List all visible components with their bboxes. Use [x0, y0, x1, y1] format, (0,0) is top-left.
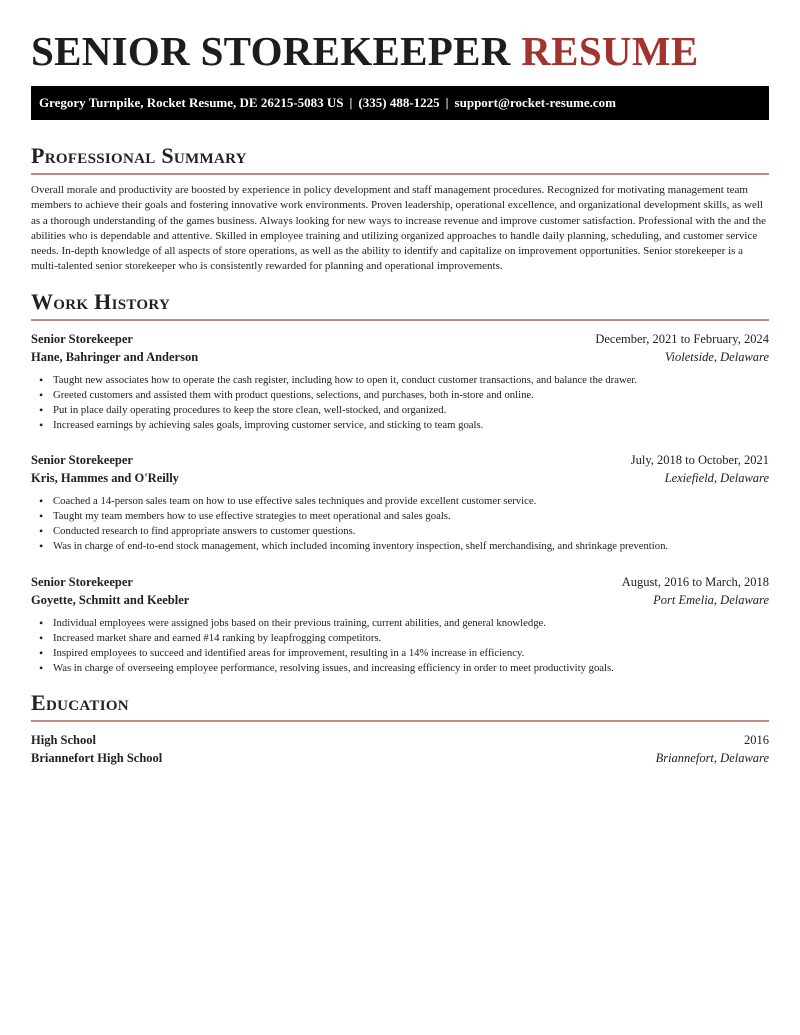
education-degree: High School	[31, 732, 96, 747]
contact-phone[interactable]: (335) 488-1225	[358, 95, 440, 110]
job-title: Senior Storekeeper	[31, 453, 133, 468]
contact-address: Gregory Turnpike, Rocket Resume, DE 26215-5083 US	[39, 95, 344, 110]
job-bullet: • Was in charge of overseeing employee performance, resolving issues, and increasing efficiency in order to meet productivity goals.	[53, 661, 769, 676]
contact-email[interactable]: support@rocket-resume.com	[454, 95, 616, 110]
work-history-heading: Work History	[31, 288, 171, 314]
title-accent: RESUME	[521, 28, 699, 74]
section-divider	[31, 319, 769, 321]
section-divider	[31, 173, 769, 175]
education-entry	[31, 731, 769, 767]
job-bullet: • Increased market share and earned #14 ranking by leapfrogging competitors.	[53, 631, 769, 646]
job-entry	[31, 451, 769, 554]
job-location: Port Emelia, Delaware	[653, 592, 769, 607]
education-school: Briannefort High School	[31, 750, 163, 765]
contact-bar	[31, 86, 769, 120]
job-bullet: • Taught new associates how to operate the cash register, including how to open it, conduct customer transactions, and balance the drawer.	[53, 373, 769, 388]
education-location: Briannefort, Delaware	[655, 750, 769, 765]
summary-text: Overall morale and productivity are boosted by experience in policy development and staff management procedures. Recognized for motivating management team members to achieve their goals and fostering innovative work environments. Proven leadership, operational excellence, and organizational development skills, as well as a thorough understanding of the games business. Always looking for new ways to increase revenue and improve customer satisfaction. Professional with the and the abilities who is dependable and attentive. Skilled in employee training and utilizing organized approaches to handle daily planning, scheduling, and customer service needs. In-depth knowledge of all aspects of store operations, as well as the ability to identify and capitalize on improvement opportunities. Senior storekeeper is a multi-talented senior storekeeper who is consistently rewarded for planning and operational improvements.	[31, 184, 766, 273]
job-bullet: • Individual employees were assigned jobs based on their previous training, current abilities, and general knowledge.	[53, 616, 769, 631]
job-bullet: • Greeted customers and assisted them with product questions, selections, and purchases, both in-store and online.	[53, 388, 769, 403]
job-bullet: • Conducted research to find appropriate answers to customer questions.	[53, 524, 769, 539]
contact-separator: |	[445, 95, 449, 110]
contact-separator: |	[349, 95, 353, 110]
education-section	[31, 689, 769, 767]
job-bullet: • Taught my team members how to use effective strategies to meet operational and sales goals.	[53, 509, 769, 524]
job-dates: December, 2021 to February, 2024	[595, 331, 769, 346]
job-dates: August, 2016 to March, 2018	[621, 574, 769, 589]
education-heading: Education	[31, 689, 129, 715]
job-location: Lexiefield, Delaware	[664, 471, 769, 486]
title-main: SENIOR STOREKEEPER	[31, 28, 511, 74]
job-bullet: • Put in place daily operating procedures to keep the store clean, well-stocked, and organized.	[53, 403, 769, 418]
job-bullets	[31, 494, 769, 554]
job-bullets	[31, 616, 769, 676]
job-bullet: • Coached a 14-person sales team on how to use effective sales techniques and provide excellent customer service.	[53, 494, 769, 509]
job-location: Violetside, Delaware	[664, 349, 769, 364]
resume-title	[31, 0, 769, 74]
job-title: Senior Storekeeper	[31, 331, 133, 346]
job-bullet: • Inspired employees to succeed and identified areas for improvement, resulting in a 14% increase in efficiency.	[53, 646, 769, 661]
education-year: 2016	[744, 732, 769, 747]
job-dates: July, 2018 to October, 2021	[630, 453, 769, 468]
job-bullet: • Increased earnings by achieving sales goals, improving customer service, and sticking to team goals.	[53, 418, 769, 433]
work-history-section	[31, 288, 769, 676]
job-company: Goyette, Schmitt and Keebler	[31, 592, 190, 607]
summary-heading: Professional Summary	[31, 143, 247, 168]
job-company: Hane, Bahringer and Anderson	[31, 349, 199, 364]
job-entry	[31, 573, 769, 676]
job-entry	[31, 330, 769, 433]
section-divider	[31, 720, 769, 722]
job-company: Kris, Hammes and O'Reilly	[31, 471, 179, 486]
job-bullet: • Was in charge of end-to-end stock management, which included incoming inventory inspection, shelf merchandising, and shrinkage prevention.	[53, 539, 769, 554]
summary-section	[31, 142, 769, 275]
job-title: Senior Storekeeper	[31, 574, 133, 589]
job-bullets	[31, 373, 769, 433]
